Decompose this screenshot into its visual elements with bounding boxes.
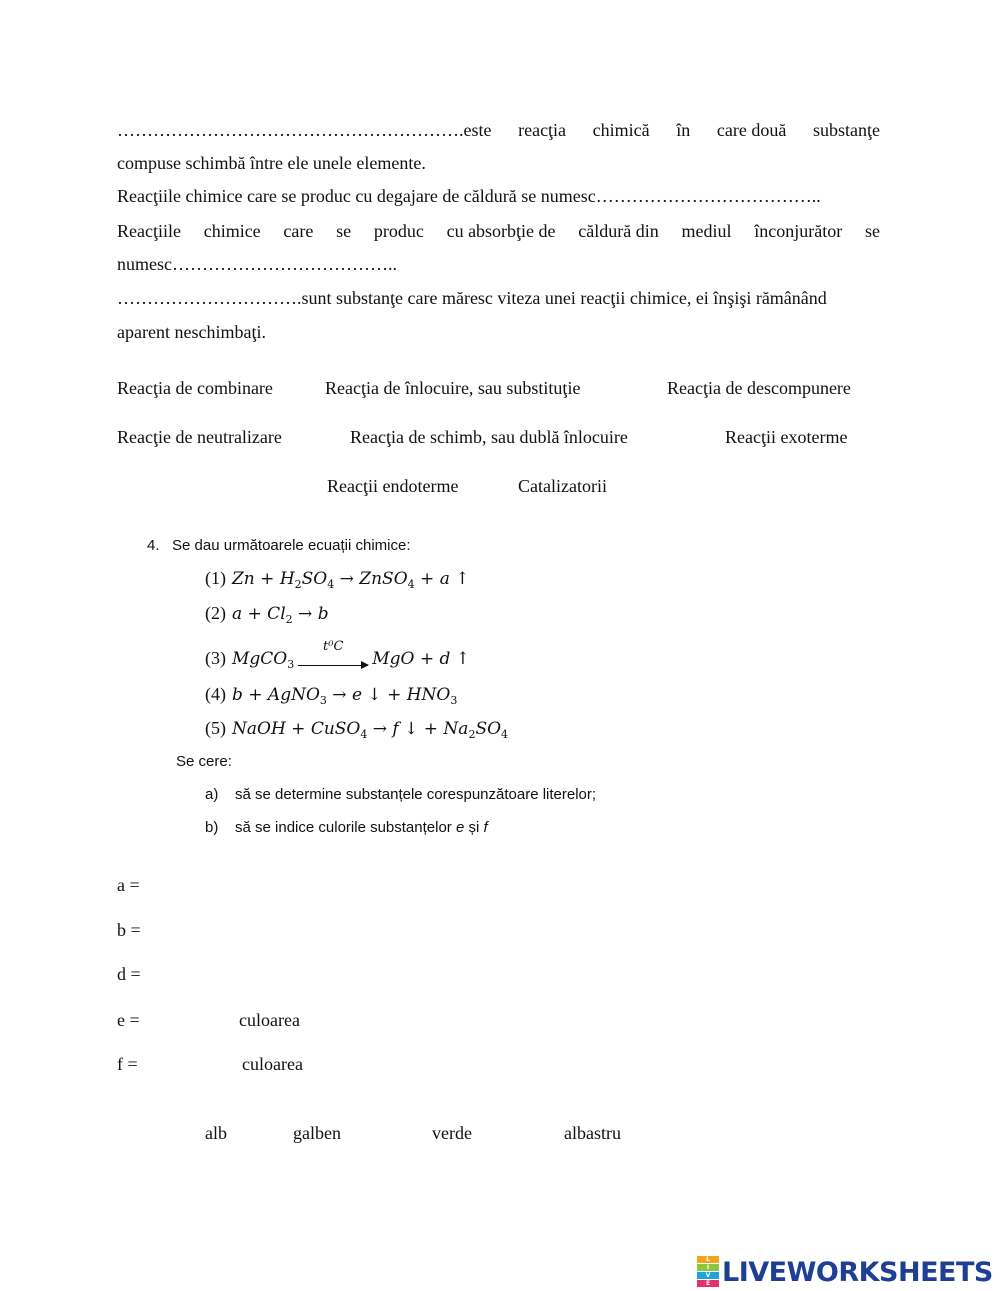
color-option[interactable]: alb	[205, 1123, 227, 1143]
text-fragment: chimice	[203, 221, 261, 241]
equation-4: (4) b + AgNO$_3$ → e ↓ + $HNO_3$	[205, 684, 458, 707]
fill-in-line-7: aparent neschimbaţi.	[117, 322, 266, 342]
text-fragment: chimică	[592, 120, 650, 140]
text-fragment: ………………………………………………….este	[117, 120, 492, 140]
text-fragment: în	[676, 120, 691, 140]
word-bank-option[interactable]: Reacţia de schimb, sau dublă înlocuire	[350, 427, 628, 447]
equation-number: (1)	[205, 568, 226, 588]
equation-number: (2)	[205, 603, 226, 623]
text-fragment: se	[864, 221, 880, 241]
logo-badge	[697, 1256, 719, 1288]
text-fragment: Reacţiile	[117, 221, 181, 241]
answer-d-label: d =	[117, 964, 141, 984]
color-option[interactable]: galben	[293, 1123, 341, 1143]
logo-text: LIVEWORKSHEETS	[722, 1256, 993, 1288]
word-bank-option[interactable]: Reacţia de combinare	[117, 378, 273, 398]
fill-in-line-5: numesc………………………………..	[117, 254, 397, 274]
task-label: a)	[205, 786, 219, 803]
text-fragment: mediul	[681, 221, 732, 241]
word-bank-option[interactable]: Reacţie de neutralizare	[117, 427, 282, 447]
word-bank-option[interactable]: Reacţia de înlocuire, sau substituţie	[325, 378, 581, 398]
task-text: să se indice culorile substanțelor	[235, 819, 452, 836]
logo-badge-letter: V	[697, 1272, 719, 1279]
liveworksheets-logo	[697, 1257, 993, 1287]
equation-number: (4)	[205, 684, 226, 704]
word-bank-option[interactable]: Reacţii exoterme	[725, 427, 848, 447]
text-fragment: cu absorbţie de	[446, 221, 556, 241]
word-bank-option[interactable]: Reacţia de descompunere	[667, 378, 851, 398]
text-fragment: care două	[716, 120, 787, 140]
equation-2: (2) $a + Cl_2 \to b$	[205, 603, 329, 626]
fill-in-line-3: Reacţiile chimice care se produc cu degajare de căldură se numesc………………………………..	[117, 186, 821, 206]
reaction-condition: t⁰C	[323, 639, 344, 654]
question-text: Se dau următoarele ecuații chimice:	[172, 537, 411, 554]
logo-badge-letter: I	[697, 1264, 719, 1271]
task-text: să se determine substanțele corespunzătoare literelor;	[235, 786, 597, 803]
text-fragment: reacţia	[518, 120, 567, 140]
letter-f: f	[483, 819, 488, 836]
answer-f-color-label: culoarea	[242, 1054, 303, 1074]
color-option[interactable]: albastru	[564, 1123, 621, 1143]
conjunction: și	[468, 819, 480, 836]
word-bank-option[interactable]: Catalizatorii	[518, 476, 607, 496]
word-bank-option[interactable]: Reacţii endoterme	[327, 476, 459, 496]
equation-number: (3)	[205, 648, 226, 668]
answer-b-label: b =	[117, 920, 141, 940]
equation-3: (3) MgCO$_3$ t⁰C MgO + d ↑	[205, 639, 471, 671]
fill-in-line-2: compuse schimbă între ele unele elemente.	[117, 153, 426, 173]
color-option[interactable]: verde	[432, 1123, 472, 1143]
se-cere-label: Se cere:	[176, 753, 232, 770]
task-a	[205, 785, 596, 805]
text-fragment: care	[283, 221, 314, 241]
answer-f-label: f =	[117, 1054, 138, 1074]
answer-e-color-label: culoarea	[239, 1010, 300, 1030]
fill-in-line-1	[117, 120, 880, 140]
task-label: b)	[205, 819, 219, 836]
logo-badge-letter: E	[697, 1280, 719, 1287]
task-b	[205, 818, 488, 838]
text-fragment: înconjurător	[754, 221, 843, 241]
answer-a-label: a =	[117, 875, 140, 895]
reaction-arrow	[298, 639, 368, 666]
logo-badge-letter: L	[697, 1256, 719, 1263]
equation-5: (5) NaOH + CuSO$_4$ → f ↓ + $Na_2SO_4$	[205, 718, 509, 741]
text-fragment: substanţe	[812, 120, 880, 140]
fill-in-line-6: ………………………….sunt substanţe care măresc viteza unei reacţii chimice, ei înşişi rămânând	[117, 288, 827, 308]
question-number: 4.	[147, 537, 160, 554]
equation-1: (1) $Zn + H_2SO_4$ → ZnSO$_4$ + a ↑	[205, 568, 470, 591]
answer-e-label: e =	[117, 1010, 140, 1030]
question-4-heading	[147, 536, 411, 556]
text-fragment: căldură din	[578, 221, 659, 241]
fill-in-line-4	[117, 221, 880, 241]
text-fragment: se	[336, 221, 352, 241]
text-fragment: produc	[373, 221, 424, 241]
equation-number: (5)	[205, 718, 226, 738]
letter-e: e	[455, 819, 465, 836]
